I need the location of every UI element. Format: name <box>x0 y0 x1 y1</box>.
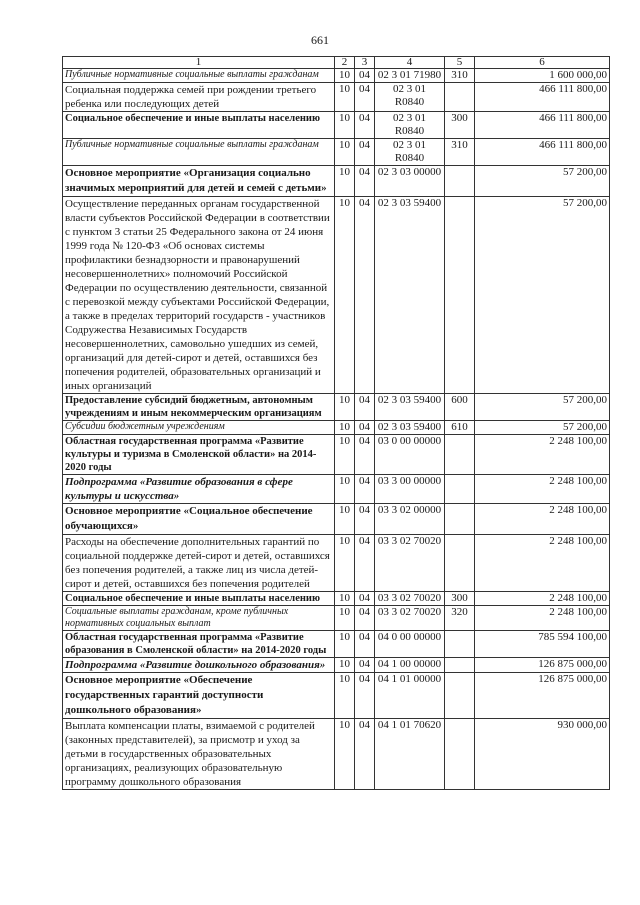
row-amount-cell: 930 000,00 <box>475 719 610 790</box>
row-target-article-cell: 02 3 03 59400 <box>375 421 445 435</box>
table-row <box>63 606 610 631</box>
row-expense-type-cell: 310 <box>445 69 475 83</box>
row-expense-type-cell <box>445 435 475 475</box>
row-amount-cell: 2 248 100,00 <box>475 475 610 504</box>
row-name-cell: Социальные выплаты гражданам, кроме публичных нормативных социальных выплат <box>63 606 335 631</box>
row-subsection-cell: 04 <box>355 394 375 421</box>
row-subsection-cell: 04 <box>355 592 375 606</box>
row-name-cell: Осуществление переданных органам государственной власти субъектов Российской Федерации в соответствии с пунктом 3 статьи 25 Федерального закона от 24 июня 1999 года № 120-ФЗ «Об основах системы профилактики безнадзорности и правонарушений несовершеннолетних» полномочий Российской Федерации по осуществлению деятельности, связанной с перевозкой между субъектами Российской Федерации, а также в пределах территорий государств - участников Содружества Независимых Государств несовершеннолетних, самовольно ушедших из семей, организаций для детей-сирот и детей, оставшихся без попечения родителей, образовательных организаций и иных организаций <box>63 197 335 394</box>
row-target-article-cell: 03 3 02 70020 <box>375 606 445 631</box>
row-section-cell: 10 <box>335 435 355 475</box>
row-subsection-cell: 04 <box>355 673 375 719</box>
row-name-cell: Областная государственная программа «Развитие культуры и туризма в Смоленской области» на 2014-2020 годы <box>63 435 335 475</box>
table-row <box>63 658 610 673</box>
row-expense-type-cell <box>445 504 475 535</box>
row-section-cell: 10 <box>335 719 355 790</box>
row-name-cell: Публичные нормативные социальные выплаты гражданам <box>63 69 335 83</box>
row-target-article-cell: 04 1 01 70620 <box>375 719 445 790</box>
row-target-article-cell: 02 3 01 R0840 <box>375 112 445 139</box>
table-row <box>63 592 610 606</box>
row-target-article-cell: 02 3 03 59400 <box>375 394 445 421</box>
row-subsection-cell: 04 <box>355 475 375 504</box>
row-subsection-cell: 04 <box>355 658 375 673</box>
table-row <box>63 83 610 112</box>
header-cell-expense-type: 5 <box>445 57 475 69</box>
row-amount-cell: 466 111 800,00 <box>475 83 610 112</box>
row-amount-cell: 2 248 100,00 <box>475 535 610 592</box>
row-section-cell: 10 <box>335 606 355 631</box>
row-expense-type-cell: 310 <box>445 139 475 166</box>
row-amount-cell: 126 875 000,00 <box>475 673 610 719</box>
table-row <box>63 421 610 435</box>
row-amount-cell: 2 248 100,00 <box>475 504 610 535</box>
row-subsection-cell: 04 <box>355 69 375 83</box>
row-expense-type-cell <box>445 631 475 658</box>
row-subsection-cell: 04 <box>355 112 375 139</box>
row-amount-cell: 466 111 800,00 <box>475 139 610 166</box>
row-section-cell: 10 <box>335 394 355 421</box>
row-name-cell: Социальное обеспечение и иные выплаты населению <box>63 592 335 606</box>
row-section-cell: 10 <box>335 673 355 719</box>
row-subsection-cell: 04 <box>355 631 375 658</box>
row-target-article-cell: 02 3 03 59400 <box>375 197 445 394</box>
header-cell-name: 1 <box>63 57 335 69</box>
row-subsection-cell: 04 <box>355 719 375 790</box>
row-target-article-cell: 03 3 02 00000 <box>375 504 445 535</box>
table-row <box>63 535 610 592</box>
row-amount-cell: 2 248 100,00 <box>475 606 610 631</box>
row-target-article-cell: 02 3 01 R0840 <box>375 83 445 112</box>
row-name-cell: Основное мероприятие «Обеспечение государственных гарантий доступности дошкольного образования» <box>63 673 335 719</box>
table-row <box>63 394 610 421</box>
table-row <box>63 139 610 166</box>
row-name-cell: Основное мероприятие «Социальное обеспечение обучающихся» <box>63 504 335 535</box>
row-subsection-cell: 04 <box>355 197 375 394</box>
row-expense-type-cell <box>445 166 475 197</box>
row-expense-type-cell <box>445 475 475 504</box>
row-expense-type-cell: 300 <box>445 592 475 606</box>
table-row <box>63 166 610 197</box>
row-section-cell: 10 <box>335 535 355 592</box>
row-target-article-cell: 02 3 01 71980 <box>375 69 445 83</box>
row-subsection-cell: 04 <box>355 606 375 631</box>
row-name-cell: Подпрограмма «Развитие дошкольного образования» <box>63 658 335 673</box>
table-row <box>63 435 610 475</box>
row-subsection-cell: 04 <box>355 83 375 112</box>
row-target-article-cell: 03 3 02 70020 <box>375 592 445 606</box>
row-name-cell: Субсидии бюджетным учреждениям <box>63 421 335 435</box>
table-row <box>63 719 610 790</box>
row-amount-cell: 126 875 000,00 <box>475 658 610 673</box>
row-expense-type-cell <box>445 658 475 673</box>
row-expense-type-cell <box>445 535 475 592</box>
row-name-cell: Расходы на обеспечение дополнительных гарантий по социальной поддержке детей-сирот и детей, оставшихся без попечения родителей, а также лиц из числа детей-сирот и детей, оставшихся без попечения родителей <box>63 535 335 592</box>
row-section-cell: 10 <box>335 83 355 112</box>
table-row <box>63 475 610 504</box>
header-cell-subsection: 3 <box>355 57 375 69</box>
row-section-cell: 10 <box>335 504 355 535</box>
row-subsection-cell: 04 <box>355 435 375 475</box>
row-name-cell: Основное мероприятие «Организация социально значимых мероприятий для детей и семей с детьми» <box>63 166 335 197</box>
row-amount-cell: 1 600 000,00 <box>475 69 610 83</box>
row-section-cell: 10 <box>335 421 355 435</box>
row-amount-cell: 57 200,00 <box>475 197 610 394</box>
row-target-article-cell: 03 3 00 00000 <box>375 475 445 504</box>
row-section-cell: 10 <box>335 166 355 197</box>
row-amount-cell: 466 111 800,00 <box>475 112 610 139</box>
row-target-article-cell: 04 0 00 00000 <box>375 631 445 658</box>
row-name-cell: Областная государственная программа «Развитие образования в Смоленской области» на 2014-2020 годы <box>63 631 335 658</box>
row-expense-type-cell: 610 <box>445 421 475 435</box>
row-subsection-cell: 04 <box>355 166 375 197</box>
header-row <box>63 57 610 69</box>
table-row <box>63 197 610 394</box>
row-section-cell: 10 <box>335 69 355 83</box>
row-target-article-cell: 04 1 00 00000 <box>375 658 445 673</box>
row-expense-type-cell: 320 <box>445 606 475 631</box>
row-subsection-cell: 04 <box>355 421 375 435</box>
budget-table <box>62 56 610 790</box>
header-cell-section: 2 <box>335 57 355 69</box>
row-expense-type-cell <box>445 83 475 112</box>
row-section-cell: 10 <box>335 112 355 139</box>
row-name-cell: Предоставление субсидий бюджетным, автономным учреждениям и иным некоммерческим организациям <box>63 394 335 421</box>
row-name-cell: Социальное обеспечение и иные выплаты населению <box>63 112 335 139</box>
row-name-cell: Подпрограмма «Развитие образования в сфере культуры и искусства» <box>63 475 335 504</box>
row-section-cell: 10 <box>335 658 355 673</box>
row-section-cell: 10 <box>335 197 355 394</box>
row-amount-cell: 57 200,00 <box>475 421 610 435</box>
row-expense-type-cell <box>445 673 475 719</box>
row-expense-type-cell <box>445 719 475 790</box>
row-subsection-cell: 04 <box>355 504 375 535</box>
row-expense-type-cell <box>445 197 475 394</box>
row-section-cell: 10 <box>335 631 355 658</box>
row-name-cell: Социальная поддержка семей при рождении третьего ребенка или последующих детей <box>63 83 335 112</box>
row-amount-cell: 2 248 100,00 <box>475 435 610 475</box>
row-section-cell: 10 <box>335 139 355 166</box>
row-amount-cell: 57 200,00 <box>475 166 610 197</box>
page-number: 661 <box>311 33 329 47</box>
row-target-article-cell: 04 1 01 00000 <box>375 673 445 719</box>
header-cell-target-article: 4 <box>375 57 445 69</box>
row-target-article-cell: 03 0 00 00000 <box>375 435 445 475</box>
row-target-article-cell: 03 3 02 70020 <box>375 535 445 592</box>
table-body <box>63 69 610 790</box>
row-name-cell: Публичные нормативные социальные выплаты гражданам <box>63 139 335 166</box>
table-row <box>63 673 610 719</box>
row-target-article-cell: 02 3 03 00000 <box>375 166 445 197</box>
table-row <box>63 69 610 83</box>
table-row <box>63 631 610 658</box>
table-row <box>63 112 610 139</box>
row-amount-cell: 2 248 100,00 <box>475 592 610 606</box>
row-target-article-cell: 02 3 01 R0840 <box>375 139 445 166</box>
row-subsection-cell: 04 <box>355 535 375 592</box>
header-cell-amount: 6 <box>475 57 610 69</box>
row-section-cell: 10 <box>335 592 355 606</box>
row-amount-cell: 57 200,00 <box>475 394 610 421</box>
row-expense-type-cell: 600 <box>445 394 475 421</box>
row-amount-cell: 785 594 100,00 <box>475 631 610 658</box>
row-name-cell: Выплата компенсации платы, взимаемой с родителей (законных представителей), за присмотр и уход за детьми в государственных образовательных организациях, реализующих образовательную программу дошкольного образования <box>63 719 335 790</box>
table-row <box>63 504 610 535</box>
row-expense-type-cell: 300 <box>445 112 475 139</box>
row-section-cell: 10 <box>335 475 355 504</box>
row-subsection-cell: 04 <box>355 139 375 166</box>
